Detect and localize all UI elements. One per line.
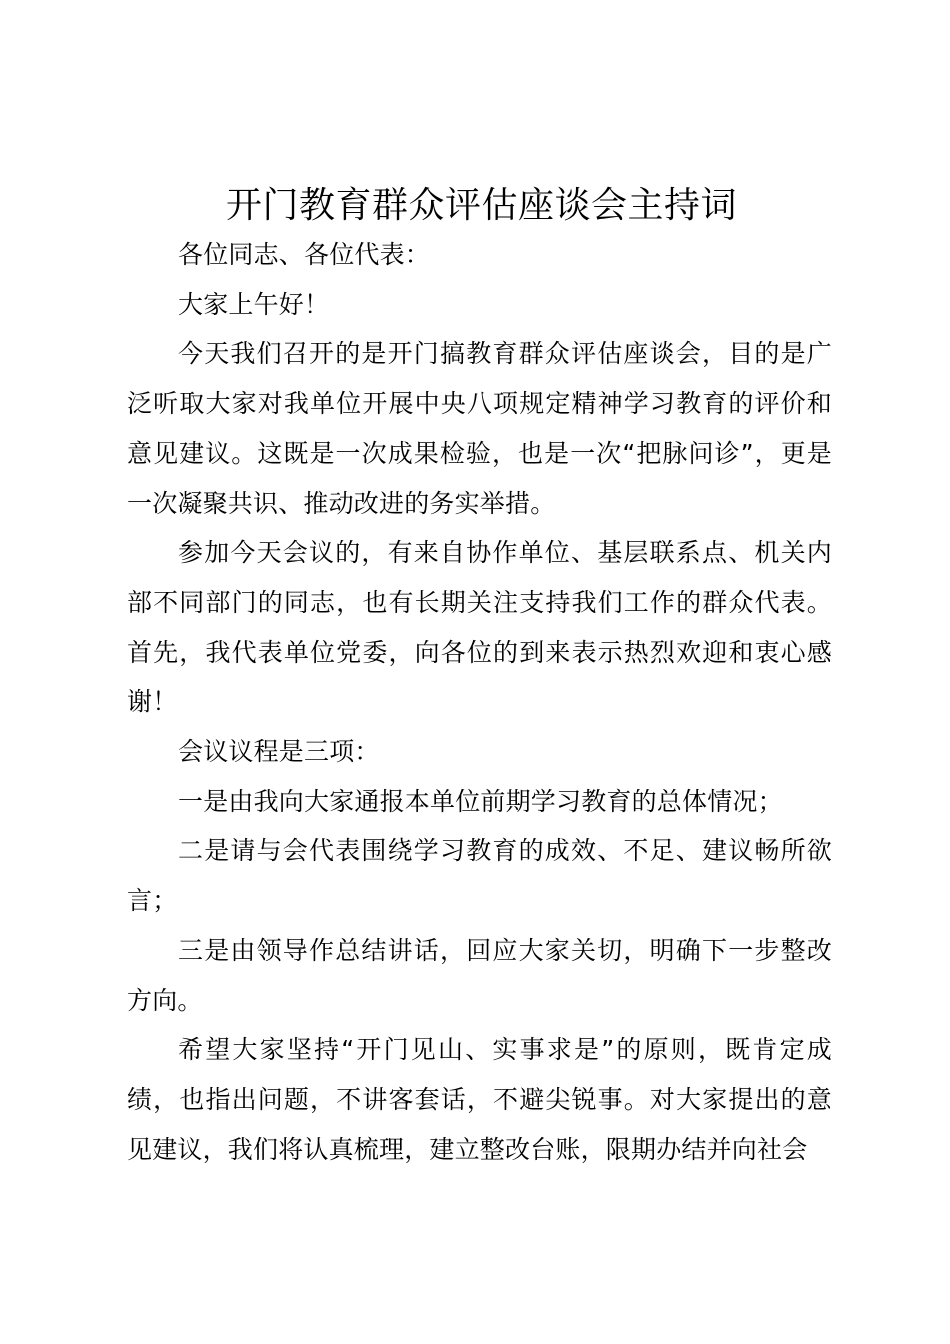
paragraph-agenda-item-1: 一是由我向大家通报本单位前期学习教育的总体情况；: [178, 786, 783, 816]
paragraph-agenda-item-3: 三是由领导作总结讲话，回应大家关切，明确下一步整改方向。: [127, 935, 832, 1015]
document-title: 开门教育群众评估座谈会主持词: [225, 185, 737, 226]
paragraph-agenda-item-2: 二是请与会代表围绕学习教育的成效、不足、建议畅所欲言；: [127, 836, 832, 916]
paragraph-purpose: 今天我们召开的是开门搞教育群众评估座谈会，目的是广泛听取大家对我单位开展中央八项规定精神学习教育的评价和意见建议。这既是一次成果检验，也是一次“把脉问诊”，更是一次凝聚共识、推动改进的务实举措。: [127, 339, 832, 518]
paragraph-greeting: 大家上午好！: [178, 289, 330, 319]
paragraph-attendees: 参加今天会议的，有来自协作单位、基层联系点、机关内部不同部门的同志，也有长期关注支持我们工作的群众代表。首先，我代表单位党委，向各位的到来表示热烈欢迎和衷心感谢！: [127, 538, 832, 717]
paragraph-expectation: 希望大家坚持“开门见山、实事求是”的原则，既肯定成绩，也指出问题，不讲客套话，不避尖锐事。对大家提出的意见建议，我们将认真梳理，建立整改台账，限期办结并向社会: [127, 1035, 832, 1164]
paragraph-agenda-intro: 会议议程是三项：: [178, 737, 380, 767]
document-body: [127, 230, 832, 1174]
paragraph-salutation: 各位同志、各位代表：: [178, 240, 431, 269]
